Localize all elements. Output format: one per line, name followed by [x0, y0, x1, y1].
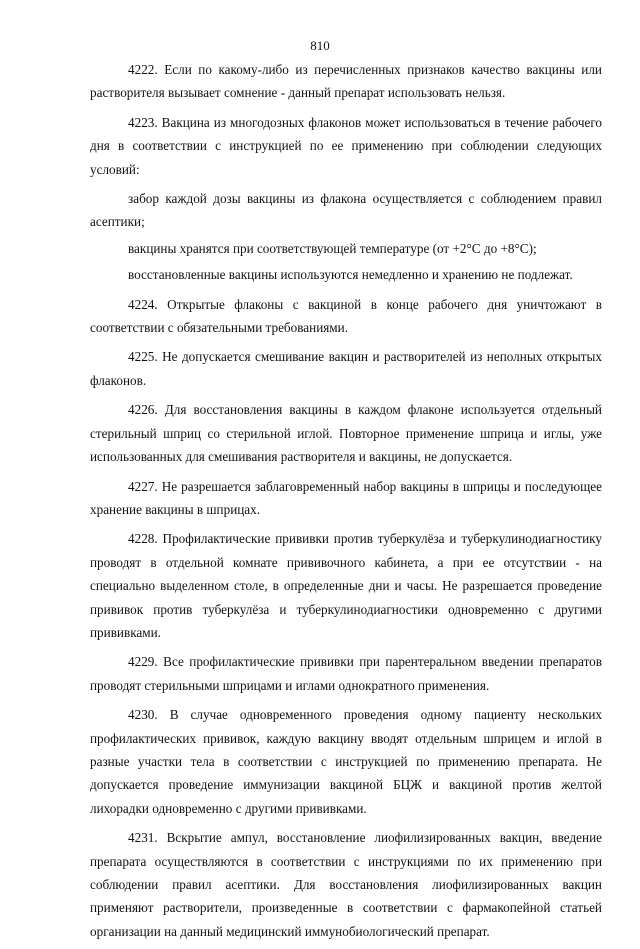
page-number: 810 [310, 38, 330, 53]
paragraph-4226: 4226. Для восстановления вакцины в каждом флаконе используется отдельный стерильный шприц со стерильной иглой. Повторное применение шприца и иглы, уже использованных для смешивания растворителя и вакцины, не допускается. [90, 402, 602, 465]
paragraph-4229: 4229. Все профилактические прививки при парентеральном введении препаратов проводят стерильными шприцами и иглами однократного применения. [90, 654, 602, 693]
paragraph-4222: 4222. Если по какому-либо из перечисленных признаков качество вакцины или растворителя вызывает сомнение - данный препарат использовать нельзя. [90, 62, 602, 101]
paragraph-4230: 4230. В случае одновременного проведения одному пациенту нескольких профилактических прививок, каждую вакцину вводят отдельным шприцем и иглой в разные участки тела в соответствии с инструкцией по применению препарата. Не допускается проведение иммунизации вакциной БЦЖ и вакциной против желтой лихорадки одновременно с другими прививками. [90, 707, 602, 816]
condition-item: восстановленные вакцины используются немедленно и хранению не подлежат. [128, 267, 573, 283]
document-body [90, 58, 602, 949]
paragraph-4224: 4224. Открытые флаконы с вакциной в конце рабочего дня уничтожают в соответствии с обязательными требованиями. [90, 296, 602, 336]
condition-item: забор каждой дозы вакцины из флакона осуществляется с соблюдением правил асептики; [90, 191, 602, 230]
paragraph-4227: 4227. Не разрешается заблаговременный набор вакцины в шприцы и последующее хранение вакцины в шприцах. [90, 478, 602, 517]
paragraph-4228: 4228. Профилактические прививки против туберкулёза и туберкулинодиагностику проводят в отдельной комнате прививочного кабинета, а при ее отсутствии - на специально выделенном столе, в определенные дни и часы. Не разрешается проведение прививок против туберкулёза и туберкулинодиагностики одновременно с другими прививками. [90, 531, 602, 640]
paragraph-4225: 4225. Не допускается смешивание вакцин и растворителей из неполных открытых флаконов. [90, 349, 602, 388]
paragraph-4231: 4231. Вскрытие ампул, восстановление лиофилизированных вакцин, введение препарата осуществляются в соответствии с инструкциями по их применению при соблюдении правил асептики. Для восстановления лиофилизированных вакцин применяют растворители, произведенные в соответствии с фармакопейной статьей организации на данный медицинский иммунобиологический препарат. [90, 830, 602, 939]
paragraph-4223: 4223. Вакцина из многодозных флаконов может использоваться в течение рабочего дня в соответствии с инструкцией по ее применению при соблюдении следующих условий: [90, 114, 602, 177]
condition-item: вакцины хранятся при соответствующей температуре (от +2°C до +8°C); [128, 240, 537, 256]
